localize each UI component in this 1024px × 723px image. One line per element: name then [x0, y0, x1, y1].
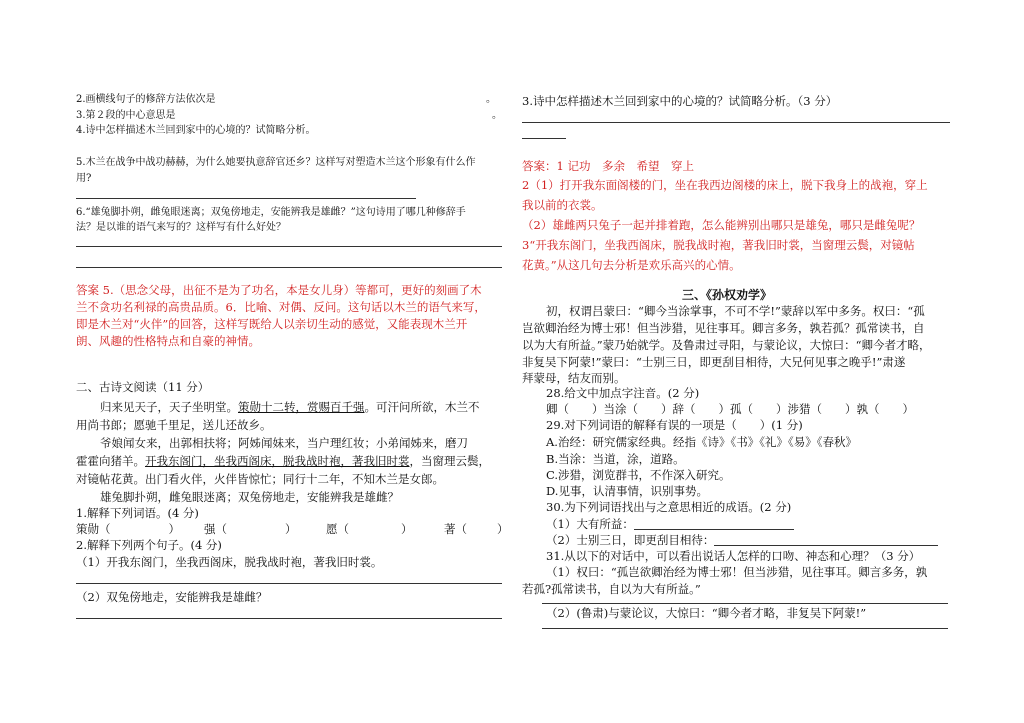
task-question-2-2: （2）双兔傍地走，安能辨我是雄雌？ — [76, 590, 268, 604]
question-28-items: 卿（ ）当涂（ ）辞（ ）孤（ ）涉猎（ ）孰（ ） — [546, 402, 914, 416]
answer-1: 答案：1 记功 多余 希望 穿上 — [522, 159, 694, 173]
section-3-title: 三、《孙权劝学》 — [682, 288, 773, 302]
question-29-option-d[interactable]: D.见事，认清事情，识别事势。 — [546, 484, 708, 498]
question-29: 29.对下列词语的解释有误的一项是（ ）(1 分) — [546, 418, 803, 432]
answer-line — [542, 603, 948, 604]
poem-line: 雄兔脚扑朔，雌兔眼迷离；双兔傍地走，安能辨我是雄雌？ — [100, 490, 399, 504]
answer-line — [76, 618, 502, 619]
text-line: 拜蒙母，结友而别。 — [522, 371, 626, 385]
poem-line: 霍霍向猪羊。开我东阁门，坐我西阁床，脱我战时袍，著我旧时裳，当窗理云鬓， — [76, 454, 490, 468]
question-31-2: （2）(鲁肃)与蒙论议，大惊曰：“卿今者才略，非复吴下阿蒙!” — [546, 606, 867, 620]
task-question-1: 1.解释下列词语。(4 分) — [76, 506, 199, 520]
question-4: 4.诗中怎样描述木兰回到家中的心境的？试简略分析。 — [76, 125, 316, 136]
answer-text-line-4: 朗、风趣的性格特点和自豪的神情。 — [76, 334, 260, 348]
question-30: 30.为下列词语找出与之意思相近的成语。(2 分) — [546, 500, 792, 514]
task-question-2-1: （1）开我东阁门，坐我西阁床，脱我战时袍，著我旧时裳。 — [76, 555, 383, 569]
word-yuan: 愿（ ） — [326, 522, 413, 536]
answer-2-line-1: 2（1）打开我东面阁楼的门，坐在我西边阁楼的床上，脱下我身上的战袍，穿上 — [522, 178, 928, 192]
question-5-line-1: 5.木兰在战争中战功赫赫，为什么她要执意辞官还乡？这样写对塑造木兰这个形象有什么作 — [76, 157, 476, 168]
answer-3-line-2: 花黄。”从这几句去分析是欢乐高兴的心情。 — [522, 258, 741, 272]
question-30-1: （1）大有所益： — [546, 519, 794, 531]
text-line: 以为大有所益。”蒙乃始就学。及鲁肃过寻阳，与蒙论议，大惊曰：“卿今者才略， — [522, 338, 931, 352]
answer-2-2: （2）雄雌两只兔子一起并排着跑，怎么能辨别出哪只是雄兔，哪只是雌兔呢？ — [522, 218, 921, 232]
question-31-1-line-1: （1）权曰：“孤岂欲卿治经为博士邪！但当涉猎，见往事耳。卿言多务，孰 — [546, 565, 928, 579]
word-qiang: 强（ ） — [204, 522, 297, 536]
word-ce-xun: 策勋（ ） — [76, 522, 180, 536]
question-6-line-2: 法？是以谁的语气来写的？这样写有什么好处？ — [76, 222, 286, 233]
question-29-option-a[interactable]: A.治经：研究儒家经典。经指《诗》《书》《礼》《易》《春秋》 — [546, 435, 857, 449]
question-5-line-2: 用? — [76, 173, 92, 184]
question-6-line-1: 6.“雄兔脚扑朔，雌兔眼迷离；双兔傍地走，安能辨我是雄雌？”这句诗用了哪几种修辞手 — [76, 207, 466, 218]
answer-text-line-1: 答案 5.（思念父母，出征不是为了功名，本是女儿身）等都可，更好的刻画了木 — [76, 283, 482, 297]
answer-line — [542, 628, 948, 629]
text-line: 非复吴下阿蒙!”蒙曰：“士别三日，即更刮目相待，大兄何见事之晚乎!”肃遂 — [522, 355, 906, 369]
question-2: 2.画横线句子的修辞方法依次是 — [76, 94, 216, 105]
answer-line — [522, 138, 566, 139]
question-31-1-line-2: 若孤?孤常读书，自以为大有所益。” — [522, 582, 701, 596]
poem-line: 对镜帖花黄。出门看火伴，火伴皆惊忙；同行十二年，不知木兰是女郎。 — [76, 472, 444, 486]
answer-line — [76, 246, 502, 247]
section-2-title: 二、古诗文阅读（11 分） — [76, 380, 210, 394]
answer-line — [76, 267, 502, 268]
question-2-end: 。 — [486, 94, 496, 105]
poem-line: 用尚书郎；愿驰千里足，送儿还故乡。 — [76, 418, 272, 432]
task-question-2: 2.解释下列两个句子。(4 分) — [76, 538, 222, 552]
question-29-option-b[interactable]: B.当涂：当道，涂，道路。 — [546, 452, 685, 466]
answer-2-line-2: 我以前的衣裳。 — [522, 198, 603, 212]
right-question-3: 3.诗中怎样描述木兰回到家中的心境的？试简略分析。（3 分） — [522, 94, 838, 108]
word-zhu: 著（ ） — [444, 522, 509, 536]
question-29-option-c[interactable]: C.涉猎，浏览群书，不作深入研究。 — [546, 468, 731, 482]
question-3-end: 。 — [492, 110, 502, 121]
text-line: 岂欲卿治经为博士邪！但当涉猎，见往事耳。卿言多务，孰若孤？孤常读书，自 — [522, 321, 925, 335]
answer-text-line-3: 即是木兰对“火伴”的回答，这样写既给人以亲切生动的感觉，又能表现木兰开 — [76, 317, 468, 331]
answer-line — [76, 198, 416, 199]
question-28: 28.给文中加点字注音。(2 分) — [546, 386, 700, 400]
question-31: 31.从以下的对话中，可以看出说话人怎样的口吻、神态和心理？（3 分） — [546, 549, 921, 563]
answer-3-line-1: 3“开我东阁门，坐我西阁床，脱我战时袍，著我旧时裳，当窗理云鬓，对镜帖 — [522, 238, 915, 252]
question-30-2: （2）士别三日，即更刮目相待： — [546, 535, 938, 547]
text-line: 初，权谓吕蒙曰：“卿今当涂掌事，不可不学!”蒙辞以军中多务。权曰：“孤 — [546, 304, 925, 318]
answer-line — [76, 583, 502, 584]
answer-line — [522, 122, 950, 123]
poem-line: 爷娘闻女来，出郭相扶将；阿姊闻妹来，当户理红妆；小弟闻姊来，磨刀 — [100, 436, 468, 450]
question-3: 3.第２段的中心意思是 — [76, 110, 176, 121]
poem-line: 归来见天子，天子坐明堂。策勋十二转，赏赐百千强。可汗问所欲，木兰不 — [100, 400, 480, 414]
answer-text-line-2: 兰不贪功名利禄的高贵品质。6．比喻、对偶、反问。这句话以木兰的语气来写， — [76, 300, 486, 314]
